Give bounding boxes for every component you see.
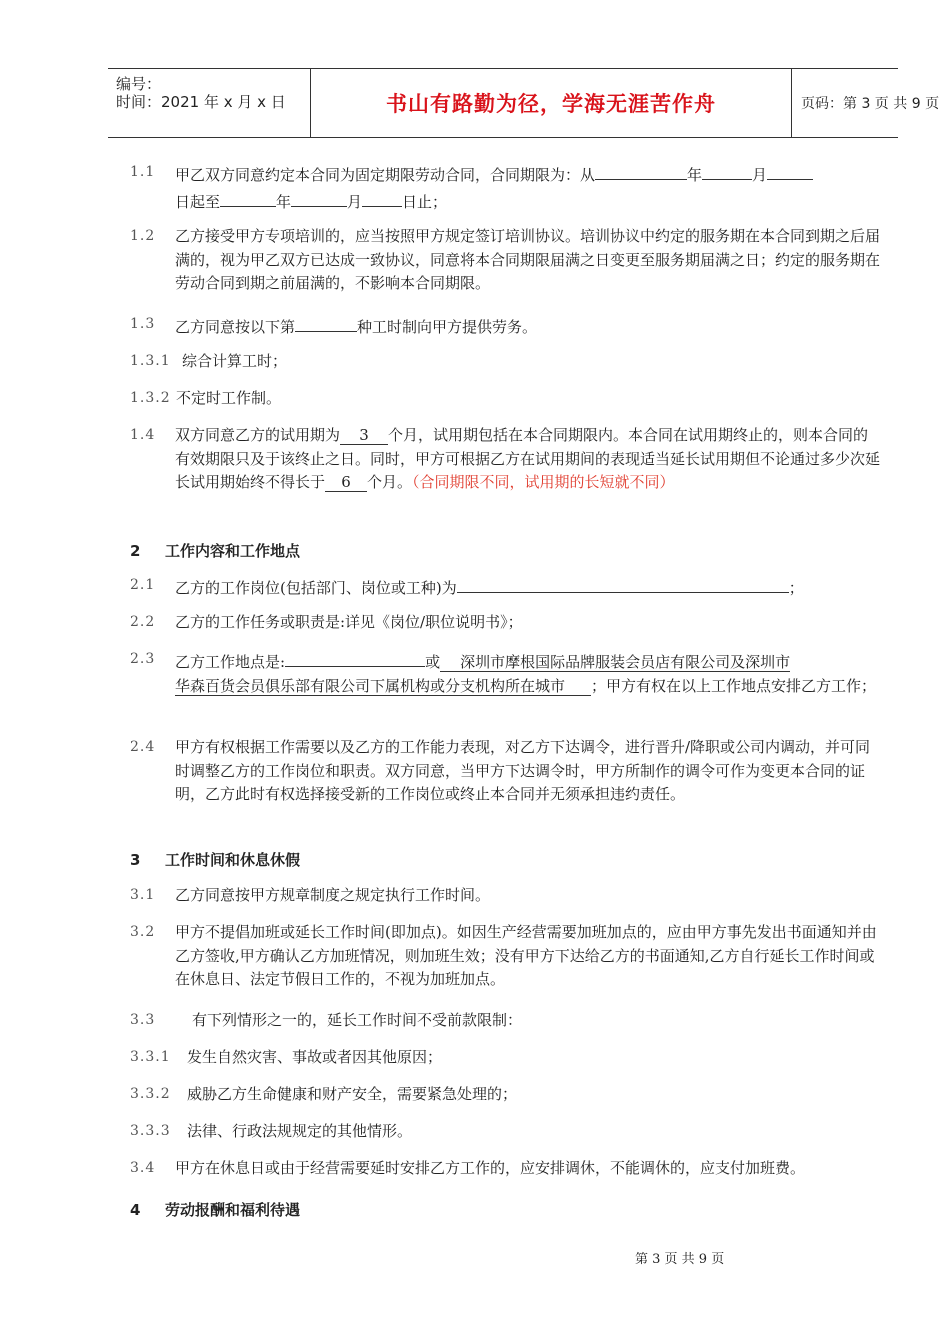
page-number-label: 页码：第 3 页 共 9 页 (801, 96, 940, 112)
clause-number: 3.1 (130, 887, 156, 903)
clause-number: 3.3.2 (130, 1086, 171, 1102)
clause-number: 2.1 (130, 577, 156, 593)
clause-text: 综合计算工时； (182, 352, 288, 370)
clause-number: 1.3.1 (130, 353, 171, 369)
page-footer: 第 3 页 共 9 页 (635, 1252, 725, 1267)
work-hour-type-blank (295, 313, 357, 332)
clause-number: 3.4 (130, 1160, 156, 1176)
clause-text: 甲方有权根据工作需要以及乙方的工作能力表现，对乙方下达调令，进行晋升/降职或公司内调动，并可同时调整乙方的工作岗位和职责。双方同意，当甲方下达调令时，甲方所制作的调令可作为变更本合同的证明，乙方此时有权选择接受新的工作岗位或终止本合同并无须承担违约责任。 (175, 738, 871, 803)
date-label: 时间：2021 年 x 月 x 日 (116, 93, 286, 111)
clause-text: 乙方同意按以下第 种工时制向甲方提供劳务。 (175, 313, 880, 340)
clause-text: 双方同意乙方的试用期为 3 个月，试用期包括在本合同期限内。本合同在试用期终止的，则本合同的有效期限只及于该终止之日。同时，甲方可根据乙方在试用期间的表现适当延长试用期但不论通过多少次延长试用期始终不得长于 6 个月。（合同期限不同，试用期的长短就不同） (175, 426, 881, 491)
clause-number: 1.1 (130, 164, 156, 180)
clause-text: 甲方在休息日或由于经营需要延时安排乙方工作的，应安排调休，不能调休的，应支付加班费。 (175, 1159, 806, 1177)
work-location-line1: 深圳市摩根国际品牌服装会员店有限公司及深圳市 (440, 653, 790, 672)
clause-text: 发生自然灾害、事故或者因其他原因； (187, 1048, 443, 1066)
clause-text: 乙方接受甲方专项培训的，应当按照甲方规定签订培训协议。培训协议中约定的服务期在本合同到期之后届满的，视为甲乙双方已达成一致协议，同意将本合同期限届满之日变更至服务期届满之日；约定的服务期在劳动合同到期之前届满的，不影响本合同期限。 (175, 227, 881, 292)
start-year-blank (595, 161, 687, 180)
clause-text: 威胁乙方生命健康和财产安全，需要紧急处理的； (187, 1085, 518, 1103)
section-3-heading: 3 工作时间和休息休假 (130, 851, 301, 869)
clause-text: 有下列情形之一的，延长工作时间不受前款限制： (192, 1011, 523, 1029)
clause-text: 不定时工作制。 (176, 389, 282, 407)
start-month-blank (702, 161, 752, 180)
probation-note: （合同期限不同，试用期的长短就不同） (412, 473, 675, 491)
job-position-blank (457, 574, 789, 593)
clause-number: 1.2 (130, 228, 156, 244)
clause-text: 甲乙双方同意约定本合同为固定期限劳动合同，合同期限为：从 年 月 日起至 年 月 日止； (175, 161, 880, 214)
probation-months: 3 (340, 426, 388, 445)
clause-number: 2.3 (130, 651, 156, 667)
clause-number: 3.3.3 (130, 1123, 171, 1139)
clause-number: 2.4 (130, 739, 156, 755)
section-2-heading: 2 工作内容和工作地点 (130, 542, 301, 560)
end-month-blank (291, 188, 347, 207)
clause-number: 2.2 (130, 614, 156, 630)
end-year-blank (220, 188, 276, 207)
end-day-blank (362, 188, 402, 207)
motto-text: 书山有路勤为径，学海无涯苦作舟 (386, 92, 716, 116)
clause-number: 1.4 (130, 427, 156, 443)
clause-text: 乙方的工作任务或职责是:详见《岗位/职位说明书》； (175, 613, 523, 631)
section-4-heading: 4 劳动报酬和福利待遇 (130, 1201, 301, 1219)
probation-max-months: 6 (325, 473, 367, 492)
clause-text: 法律、行政法规规定的其他情形。 (187, 1122, 413, 1140)
clause-number: 1.3.2 (130, 390, 171, 406)
clause-number: 3.2 (130, 924, 156, 940)
doc-number-label: 编号： (116, 75, 162, 93)
clause-number: 1.3 (130, 316, 156, 332)
start-day-blank (767, 161, 813, 180)
clause-text: 乙方工作地点是: 或 深圳市摩根国际品牌服装会员店有限公司及深圳市 华森百货会员俱乐部有限公司下属机构或分支机构所在城市 ；甲方有权在以上工作地点安排乙方工作； (175, 648, 880, 698)
clause-text: 乙方的工作岗位(包括部门、岗位或工种)为 ； (175, 574, 880, 601)
clause-number: 3.3.1 (130, 1049, 171, 1065)
clause-number: 3.3 (130, 1012, 156, 1028)
clause-text: 甲方不提倡加班或延长工作时间(即加点)。如因生产经营需要加班加点的，应由甲方事先发出书面通知并由乙方签收,甲方确认乙方加班情况，则加班生效；没有甲方下达给乙方的书面通知,乙方自行延长工作时间或在休息日、法定节假日工作的，不视为加班加点。 (175, 923, 877, 988)
clause-text: 乙方同意按甲方规章制度之规定执行工作时间。 (175, 886, 491, 904)
work-location-line2: 华森百货会员俱乐部有限公司下属机构或分支机构所在城市 (175, 677, 591, 696)
work-location-blank (285, 648, 425, 667)
